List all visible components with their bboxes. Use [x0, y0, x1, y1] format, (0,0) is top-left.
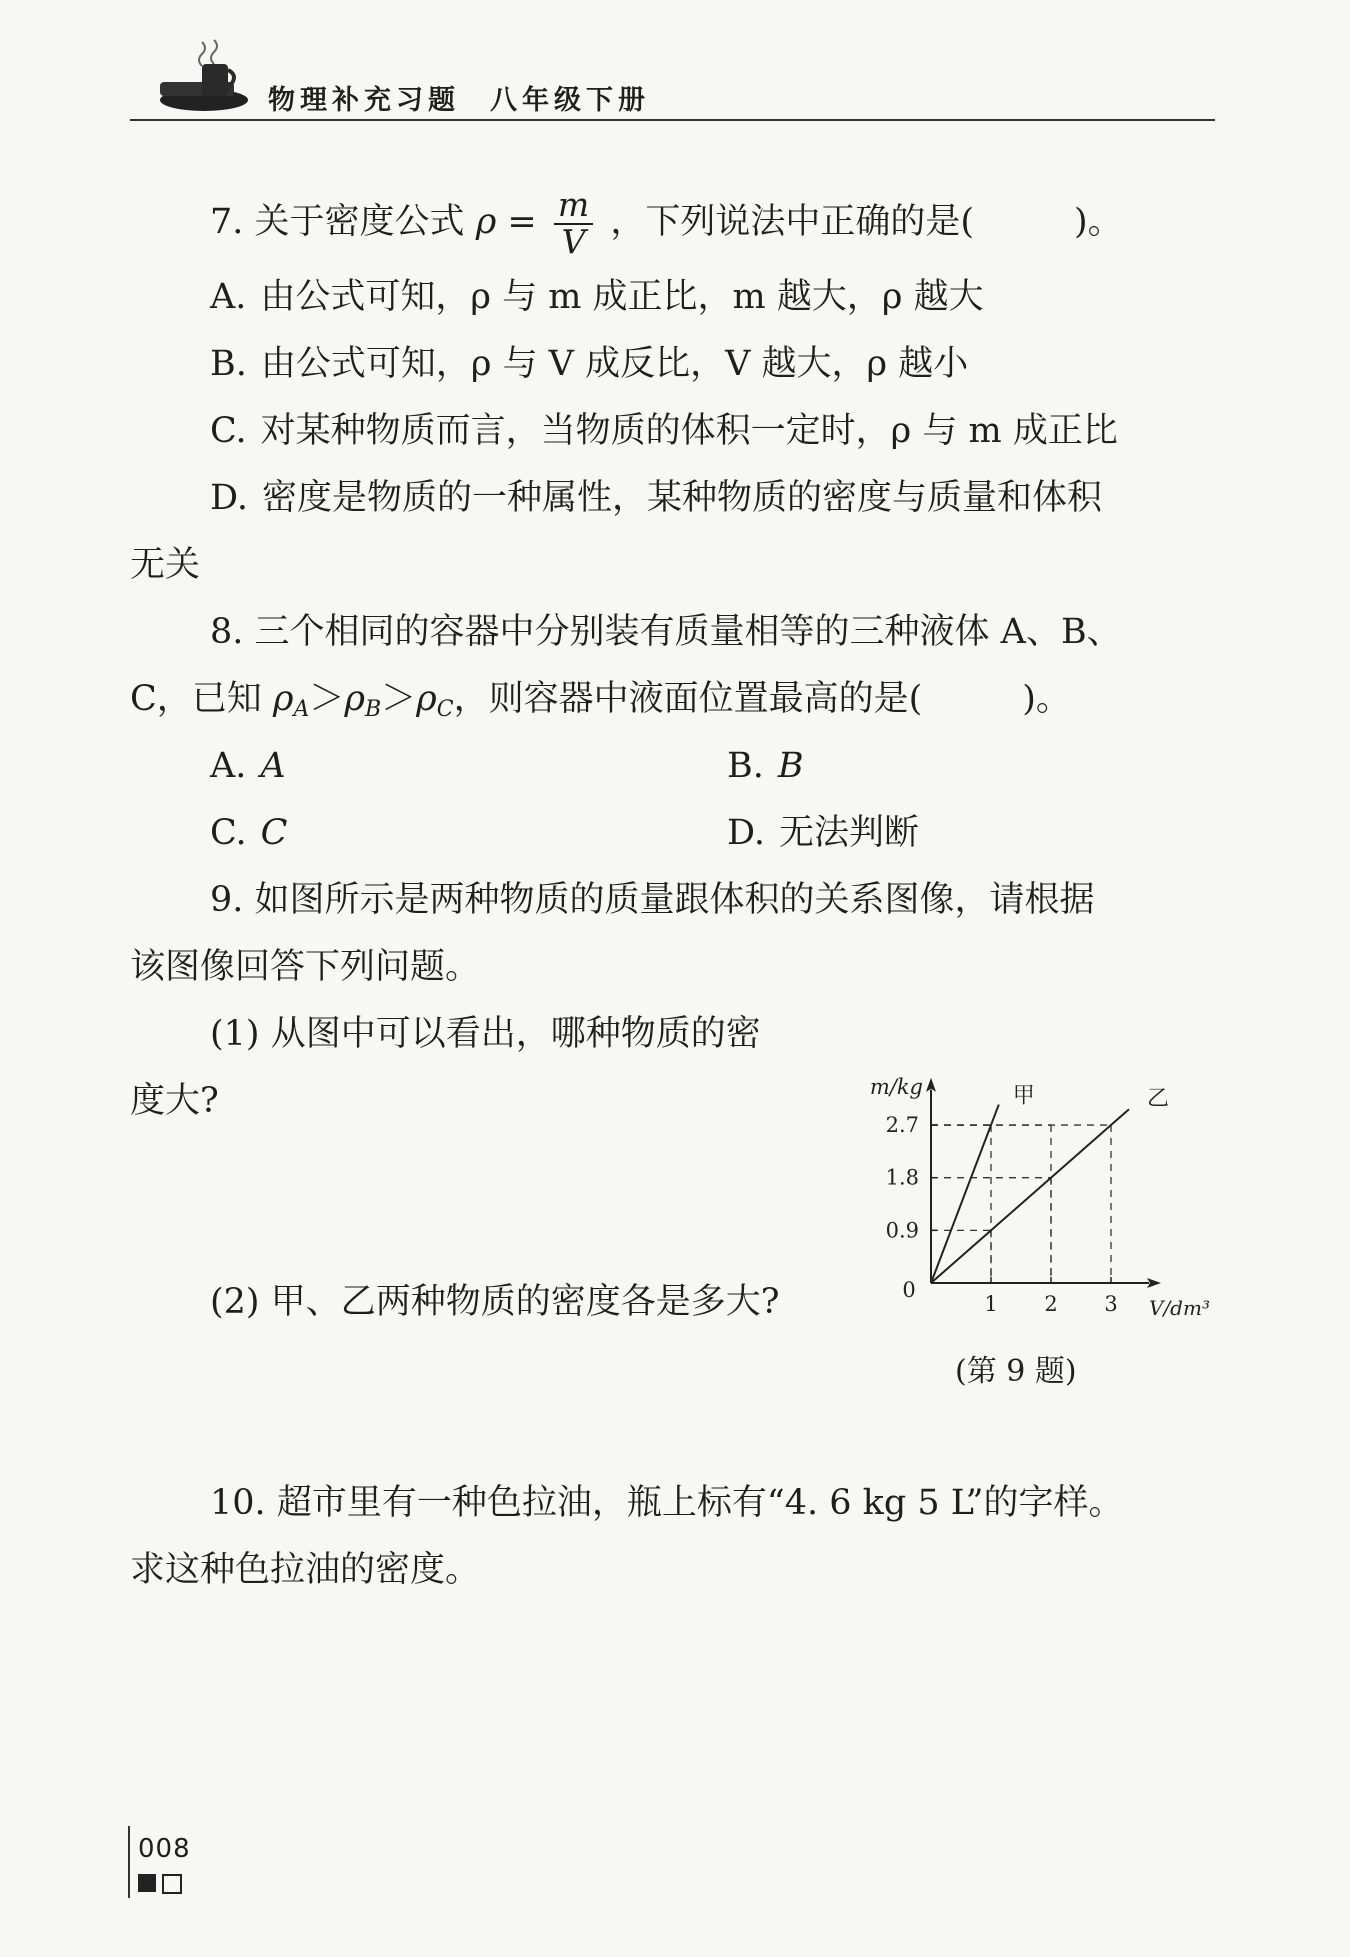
q8-line1: 三个相同的容器中分别装有质量相等的三种液体 A、B、: [254, 612, 1122, 652]
q8-option-a: [210, 746, 286, 786]
fraction-numerator: m: [554, 188, 593, 225]
option-text: B: [777, 746, 804, 786]
series-line-yi: [931, 1109, 1129, 1283]
q9-stem-line2: 该图像回答下列问题。: [130, 947, 481, 987]
q10-stem-line2: 求这种色拉油的密度。: [130, 1550, 481, 1590]
q9-number: 9.: [210, 880, 244, 920]
option-text: 由公式可知，ρ 与 V 成反比，V 越大，ρ 越小: [260, 344, 969, 384]
page-number: 008: [138, 1834, 191, 1864]
y-axis-label: m/kg: [869, 1074, 923, 1099]
option-text: 由公式可知，ρ 与 m 成正比，m 越大，ρ 越大: [260, 277, 984, 317]
q9-line1: 如图所示是两种物质的质量跟体积的关系图像，请根据: [254, 880, 1095, 920]
q9-sub2: (2) 甲、乙两种物质的密度各是多大?: [210, 1282, 780, 1322]
rho-a: ρ: [272, 679, 294, 719]
rho-c-sub: C: [436, 697, 454, 722]
rho-a-sub: A: [293, 697, 310, 722]
option-label: C.: [210, 411, 247, 451]
q8-stem: [210, 612, 1122, 652]
q8-line2-mid: ，则容器中液面位置最高的是(: [453, 679, 923, 719]
q8-number: 8.: [210, 612, 244, 652]
filled-square-icon: [138, 1874, 156, 1892]
rho-c: ρ: [416, 679, 437, 719]
series-label-jia: 甲: [1012, 1083, 1035, 1109]
rho-b: ρ: [344, 679, 365, 719]
volume-label: 八年级下册: [490, 85, 650, 116]
option-label: B.: [727, 746, 764, 786]
q10-stem: [210, 1483, 1124, 1523]
q8-line2-start: C，已知: [130, 679, 262, 719]
q7-number: 7.: [210, 202, 244, 243]
q10-number: 10.: [210, 1483, 266, 1523]
option-label: A.: [210, 277, 247, 317]
q8-option-b: [727, 746, 804, 786]
q7-stem-text-2: ，下列说法中正确的是(: [610, 202, 974, 243]
q8-line2-end: )。: [1022, 679, 1071, 719]
book-title: 物理补充习题: [268, 85, 460, 116]
q10-line1: 超市里有一种色拉油，瓶上标有“4. 6 kg 5 L”的字样。: [276, 1483, 1124, 1523]
q7-rho: ρ: [475, 202, 497, 243]
q8-option-d: [727, 813, 919, 853]
x-axis-label: V/dm³: [1149, 1296, 1210, 1320]
series-line-jia: [931, 1105, 999, 1283]
rho-b-sub: B: [364, 697, 382, 722]
q7-option-b: [210, 344, 969, 384]
q7-stem-end: )。: [1073, 202, 1123, 243]
option-label: B.: [210, 344, 247, 384]
q7-option-c: [210, 411, 1118, 451]
q7-option-d: [210, 478, 1102, 518]
header-rule: [130, 119, 1215, 121]
option-label: D.: [727, 813, 765, 853]
x-axis-arrow: [1147, 1278, 1161, 1288]
q8-option-c: [210, 813, 288, 853]
option-text: 对某种物质而言，当物质的体积一定时，ρ 与 m 成正比: [260, 411, 1118, 451]
option-label: A.: [210, 746, 247, 786]
x-tick-label-1: 2: [1044, 1292, 1058, 1316]
x-tick-label-0: 1: [984, 1292, 998, 1316]
q9-sub1-cont: 度大?: [130, 1081, 219, 1121]
q7-stem: [210, 185, 1123, 261]
header-title: [268, 78, 650, 117]
gt-sign: ＞: [309, 679, 345, 719]
x-tick-label-2: 3: [1104, 1292, 1118, 1316]
gt-sign: ＞: [381, 679, 417, 719]
series-label-yi: 乙: [1147, 1086, 1170, 1112]
q7-equals: =: [507, 202, 537, 243]
option-text: 无法判断: [778, 813, 919, 853]
q9-stem: [210, 880, 1095, 920]
option-label: D.: [210, 478, 248, 518]
q7-option-a: [210, 277, 984, 317]
q8-stem-line2: [130, 679, 1071, 722]
y-tick-label-1: 1.8: [885, 1165, 919, 1190]
fraction-denominator: V: [561, 221, 586, 261]
q7-stem-text: 关于密度公式: [254, 202, 465, 243]
y-tick-label-2: 2.7: [885, 1113, 919, 1138]
option-text: C: [260, 813, 288, 853]
empty-square-icon: [162, 1874, 182, 1894]
q7-option-d-cont: 无关: [130, 545, 201, 585]
y-tick-label-0: 0.9: [885, 1218, 919, 1243]
option-text: 密度是物质的一种属性，某种物质的密度与质量和体积: [261, 478, 1102, 518]
option-text: A: [260, 746, 286, 786]
option-label: C.: [210, 813, 247, 853]
density-fraction: [554, 185, 593, 261]
y-axis-arrow: [926, 1078, 936, 1092]
page-marker-bar: [128, 1826, 130, 1898]
q9-sub1: (1) 从图中可以看出，哪种物质的密: [210, 1014, 761, 1054]
book-cup-logo: [152, 30, 257, 115]
mass-volume-chart: [855, 1030, 1235, 1340]
origin-label: 0: [902, 1278, 916, 1302]
figure-caption: (第 9 题): [955, 1354, 1077, 1389]
